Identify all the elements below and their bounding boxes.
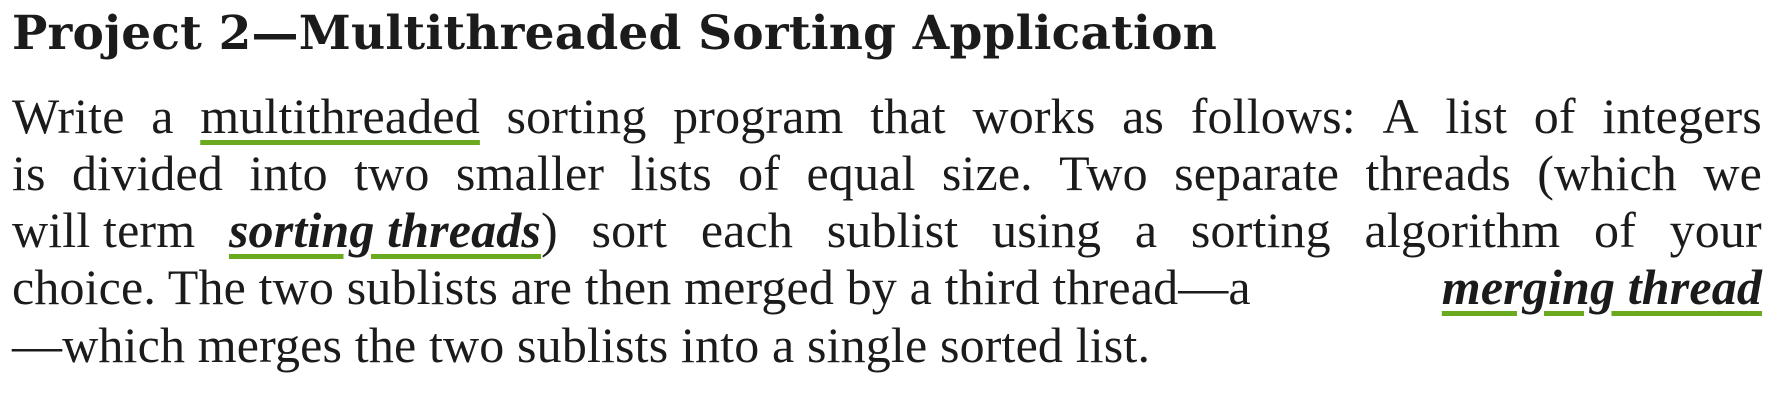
paragraph-line-5: —which merges the two sublists into a single sorted list. bbox=[12, 317, 1151, 373]
word: using bbox=[992, 202, 1102, 258]
word: lists bbox=[630, 145, 712, 201]
word: A bbox=[1382, 88, 1419, 144]
highlighted-term-multithreaded: multithreaded bbox=[200, 88, 480, 144]
word: program bbox=[673, 88, 844, 144]
word: size. bbox=[941, 145, 1033, 201]
word: integers bbox=[1602, 88, 1762, 144]
word: smaller bbox=[455, 145, 605, 201]
word: threads bbox=[1365, 145, 1511, 201]
highlighted-term-sorting-threads: sorting threads bbox=[228, 202, 542, 258]
word: list bbox=[1445, 88, 1508, 144]
paragraph-line-4 bbox=[12, 260, 1762, 315]
word: into bbox=[249, 145, 328, 201]
highlighted-term-merging-thread: merging thread bbox=[1441, 259, 1762, 315]
word: works bbox=[972, 88, 1096, 144]
paragraph-line-1 bbox=[12, 89, 1762, 144]
word: follows: bbox=[1190, 88, 1356, 144]
line-4-text: choice. The two sublists are then merged by a third thread—a bbox=[12, 259, 1251, 315]
word: of bbox=[1593, 202, 1636, 258]
line-3-start: will term bbox=[12, 202, 196, 258]
word: sorting bbox=[1190, 202, 1331, 258]
word: Two bbox=[1059, 145, 1148, 201]
section-heading: Project 2—Multithreaded Sorting Application bbox=[12, 6, 1218, 61]
word: of bbox=[1533, 88, 1576, 144]
word: each bbox=[700, 202, 794, 258]
word: of bbox=[738, 145, 781, 201]
term-group-sorting-threads bbox=[229, 203, 558, 258]
word: divided bbox=[72, 145, 224, 201]
paragraph-line-3 bbox=[12, 203, 1762, 258]
word: algorithm bbox=[1364, 202, 1561, 258]
word: equal bbox=[806, 145, 916, 201]
closing-paren: ) bbox=[541, 202, 558, 258]
word: a bbox=[151, 88, 174, 144]
word: we bbox=[1703, 145, 1762, 201]
word: your bbox=[1669, 202, 1762, 258]
word: (which bbox=[1537, 145, 1677, 201]
word: two bbox=[354, 145, 430, 201]
word: Write bbox=[12, 88, 125, 144]
word: separate bbox=[1174, 145, 1340, 201]
word: sort bbox=[591, 202, 668, 258]
word: as bbox=[1122, 88, 1165, 144]
word: a bbox=[1134, 202, 1158, 258]
paragraph-line-2 bbox=[12, 146, 1762, 201]
word: is bbox=[12, 145, 46, 201]
word: sublist bbox=[826, 202, 959, 258]
word: that bbox=[870, 88, 946, 144]
word: sorting bbox=[506, 88, 647, 144]
